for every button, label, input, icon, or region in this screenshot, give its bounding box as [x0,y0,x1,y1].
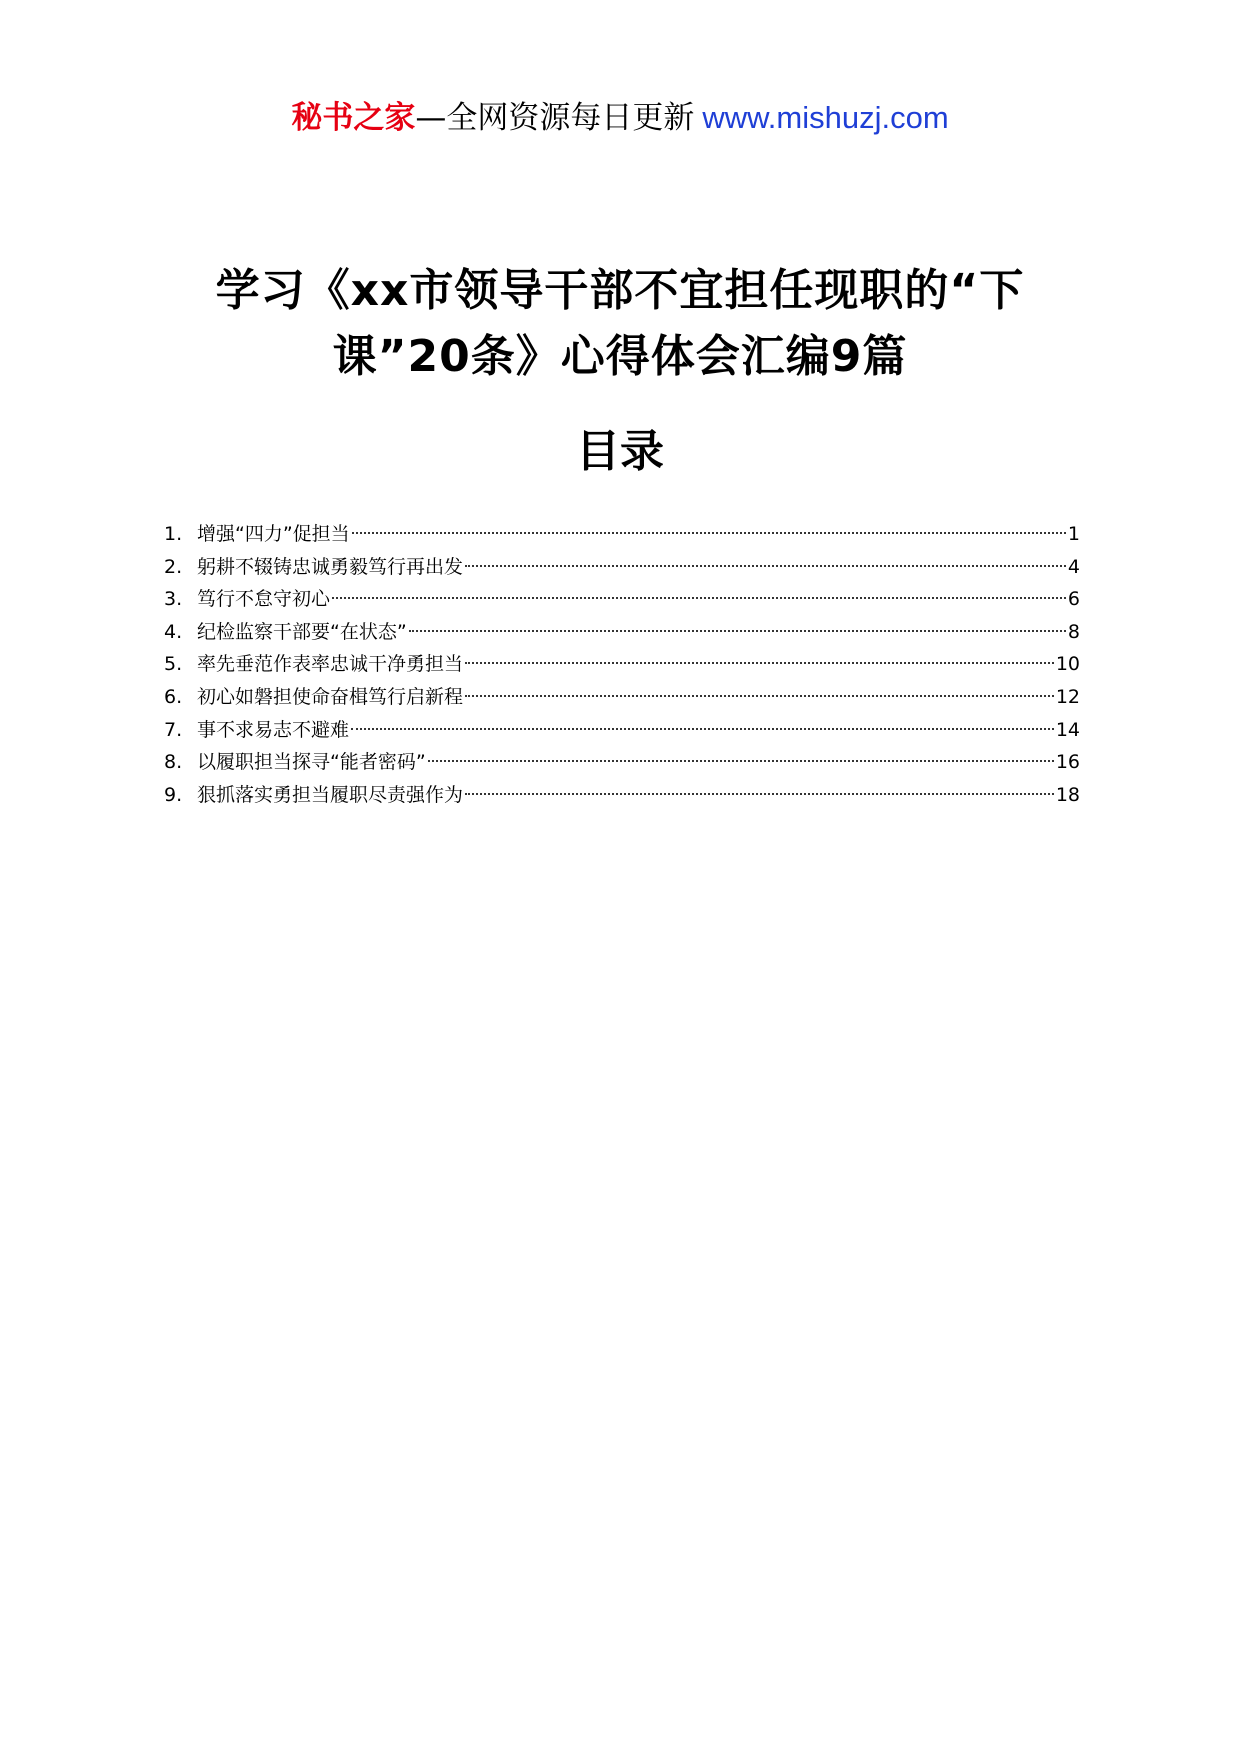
toc-item-number: 2. [164,555,183,578]
toc-dot-leader [465,565,1066,567]
toc-item-title: 率先垂范作表率忠诚干净勇担当 [197,653,464,676]
toc-item-page: 14 [1055,718,1080,741]
toc-item-page: 12 [1055,685,1080,708]
toc-item-page: 10 [1055,653,1080,676]
toc-item[interactable] [164,583,1080,616]
toc-dot-leader [465,695,1054,697]
toc-item[interactable] [164,779,1080,812]
toc-item-title: 躬耕不辍铸忠诚勇毅笃行再出发 [197,555,464,578]
toc-item-page: 4 [1067,555,1080,578]
toc-item-title: 狠抓落实勇担当履职尽责强作为 [197,783,464,806]
toc-item-page: 8 [1067,620,1080,643]
toc-item-number: 6. [164,685,183,708]
toc-dot-leader [352,532,1066,534]
document-title-line-2: 课”20条》心得体会汇编9篇 [332,331,908,382]
table-of-contents [164,518,1080,811]
toc-dot-leader [465,662,1054,664]
document-title [160,258,1080,390]
toc-item-page: 16 [1055,751,1080,774]
toc-item-number: 1. [164,523,183,545]
page-header [0,98,1240,138]
document-title-line-1: 学习《xx市领导干部不宜担任现职的“下 [215,265,1025,316]
toc-item-number: 9. [164,783,183,806]
toc-item[interactable] [164,681,1080,714]
toc-item[interactable] [164,518,1080,551]
site-url-link[interactable]: www.mishuzj.com [702,100,949,135]
toc-item-title: 以履职担当探寻“能者密码” [197,751,426,774]
toc-item-page: 1 [1067,523,1080,545]
toc-item-number: 4. [164,620,183,643]
toc-item[interactable] [164,616,1080,649]
toc-heading: 目录 [576,426,664,477]
toc-item[interactable] [164,714,1080,747]
toc-item-title: 初心如磐担使命奋楫笃行启新程 [197,685,464,708]
header-tagline: —全网资源每日更新 [415,100,695,136]
brand-name: 秘书之家 [291,100,416,136]
toc-item-number: 8. [164,751,183,774]
toc-dot-leader [465,793,1054,795]
toc-item-title: 事不求易志不避难 [197,718,350,741]
toc-dot-leader [332,597,1066,599]
toc-dot-leader [428,760,1054,762]
toc-item-page: 6 [1067,588,1080,611]
toc-item-number: 5. [164,653,183,676]
toc-item[interactable] [164,648,1080,681]
toc-item-number: 7. [164,718,183,741]
toc-item-number: 3. [164,588,183,611]
toc-item[interactable] [164,746,1080,779]
toc-item-title: 纪检监察干部要“在状态” [197,620,407,643]
toc-item-title: 增强“四力”促担当 [197,523,350,545]
toc-dot-leader [351,728,1054,730]
toc-dot-leader [409,630,1066,632]
toc-item-page: 18 [1055,783,1080,806]
toc-item[interactable] [164,551,1080,584]
toc-item-title: 笃行不怠守初心 [197,588,331,611]
